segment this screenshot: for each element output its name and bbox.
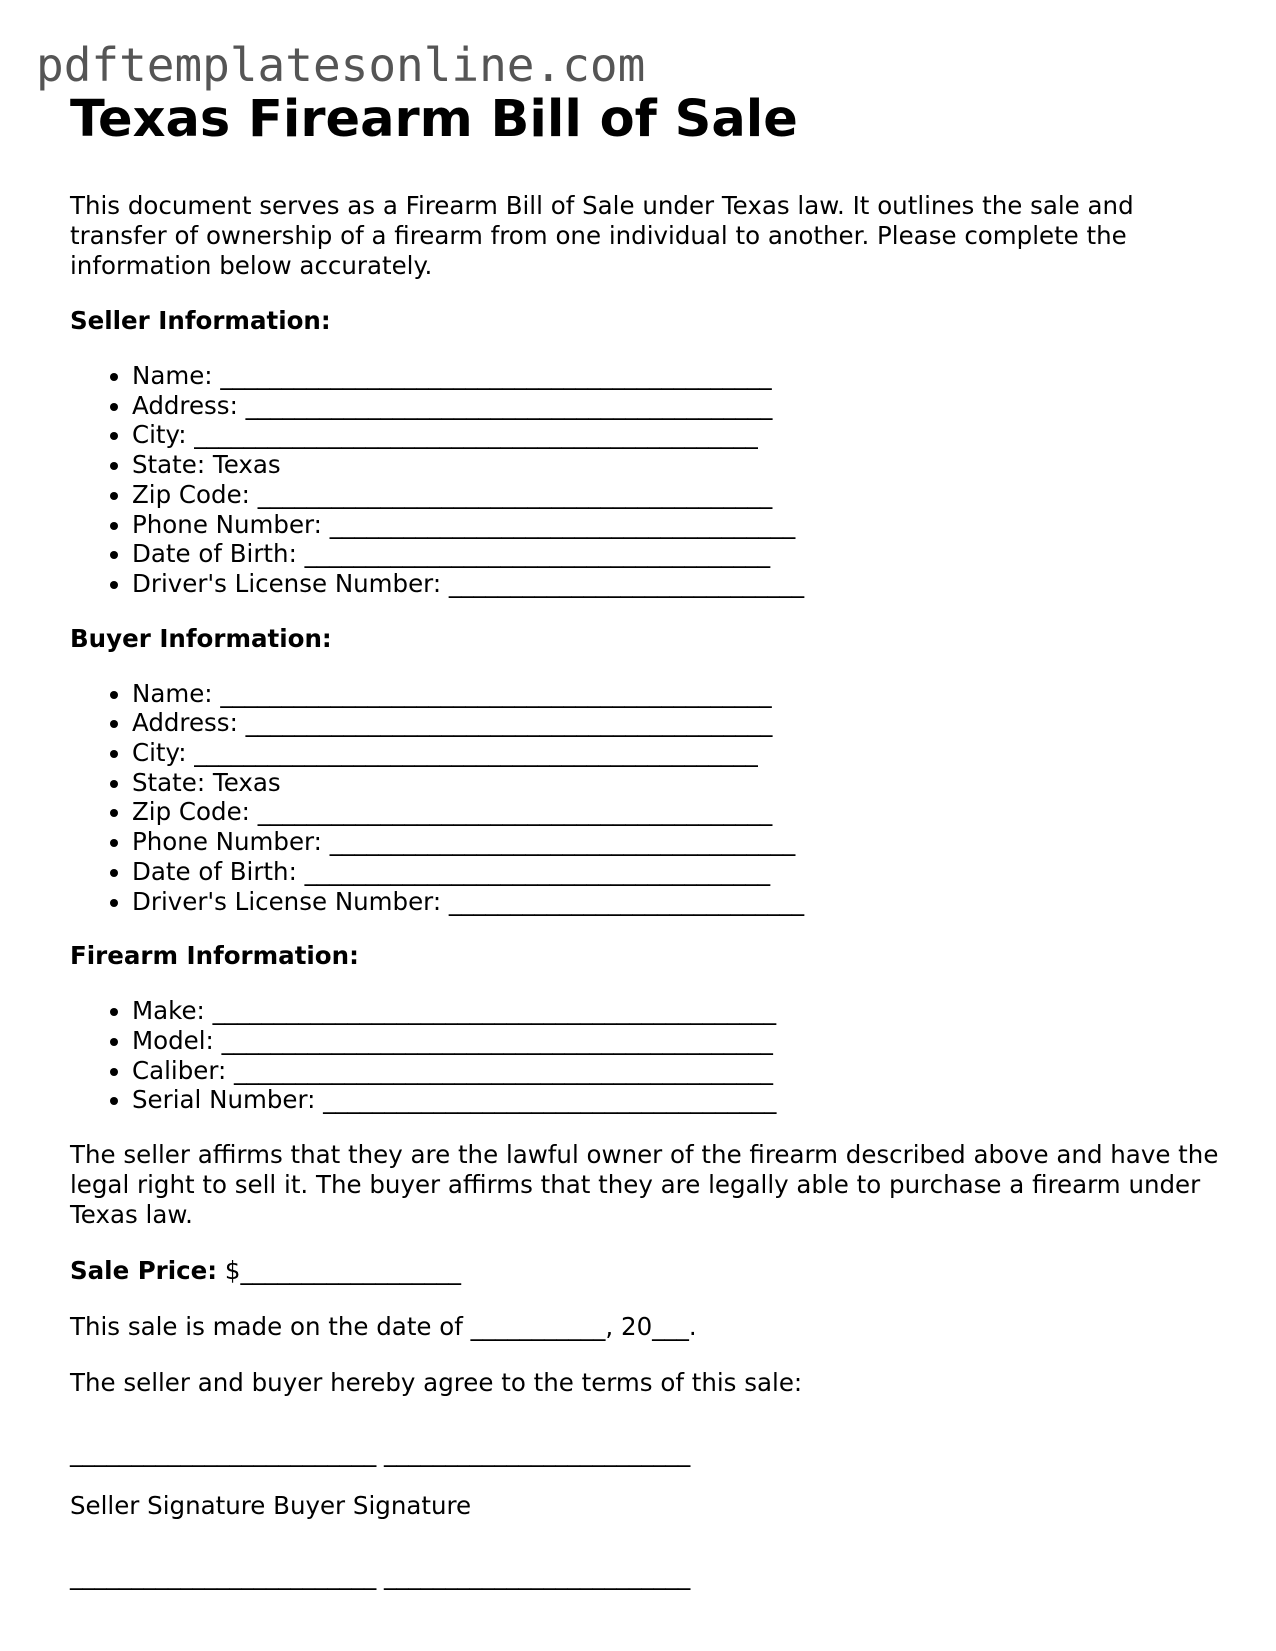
seller-address-field[interactable]: • Address: ___________________________________________ [132,391,1230,421]
firearm-make-field[interactable]: • Make: ______________________________________________ [132,996,1230,1026]
affirmation-paragraph: The seller affirms that they are the lawful owner of the firearm described above and have the legal right to sell it. The buyer affirms that they are legally able to purchase a firearm under Texas law. [70,1140,1219,1230]
watermark: pdftemplatesonline.com [36,38,646,92]
intro-paragraph: This document serves as a Firearm Bill of Sale under Texas law. It outlines the sale and transfer of ownership of a firearm from one individual to another. Please complete the information below accurately. [70,191,1134,280]
page-title: Texas Firearm Bill of Sale [70,90,798,149]
buyer-address-field[interactable]: • Address: ___________________________________________ [132,708,1230,738]
buyer-zip-field[interactable]: • Zip Code: __________________________________________ [132,797,1230,827]
sale-price-value[interactable]: $__________________ [224,1256,461,1286]
buyer-state-field: • State: Texas [132,768,1230,798]
firearm-caliber-field[interactable]: • Caliber: ____________________________________________ [132,1056,1230,1086]
sale-price-label: Sale Price: [70,1256,218,1286]
buyer-phone-field[interactable]: • Phone Number: ______________________________________ [132,827,1230,857]
agreement-text: The seller and buyer hereby agree to the terms of this sale: [70,1368,803,1398]
buyer-license-field[interactable]: • Driver's License Number: _____________________________ [132,887,1230,917]
firearm-section-heading: Firearm Information: [70,941,359,971]
document-body [70,86,1230,1591]
signature-labels: Seller Signature Buyer Signature [70,1491,472,1521]
sale-price-line[interactable] [70,1256,1230,1286]
seller-name-field[interactable]: • Name: _____________________________________________ [132,361,1230,391]
buyer-name-field[interactable]: • Name: _____________________________________________ [132,679,1230,709]
buyer-section-heading: Buyer Information: [70,623,332,653]
seller-state-field: • State: Texas [132,450,1230,480]
sale-date-line[interactable]: This sale is made on the date of ___________, 20___. [70,1312,697,1342]
seller-field-list [70,361,1230,599]
firearm-serial-field[interactable]: • Serial Number: _____________________________________ [132,1085,1230,1115]
buyer-dob-field[interactable]: • Date of Birth: ______________________________________ [132,857,1230,887]
date-lines[interactable]: _________________________ _________________________ [70,1561,691,1591]
firearm-model-field[interactable]: • Model: _____________________________________________ [132,1026,1230,1056]
seller-license-field[interactable]: • Driver's License Number: _____________________________ [132,569,1230,599]
buyer-city-field[interactable]: • City: ______________________________________________ [132,738,1230,768]
buyer-field-list [70,679,1230,917]
signature-lines[interactable]: _________________________ _________________________ [70,1438,691,1468]
seller-dob-field[interactable]: • Date of Birth: ______________________________________ [132,539,1230,569]
seller-phone-field[interactable]: • Phone Number: ______________________________________ [132,510,1230,540]
seller-section-heading: Seller Information: [70,306,331,335]
firearm-field-list [70,996,1230,1115]
seller-city-field[interactable]: • City: ______________________________________________ [132,420,1230,450]
seller-zip-field[interactable]: • Zip Code: __________________________________________ [132,480,1230,510]
